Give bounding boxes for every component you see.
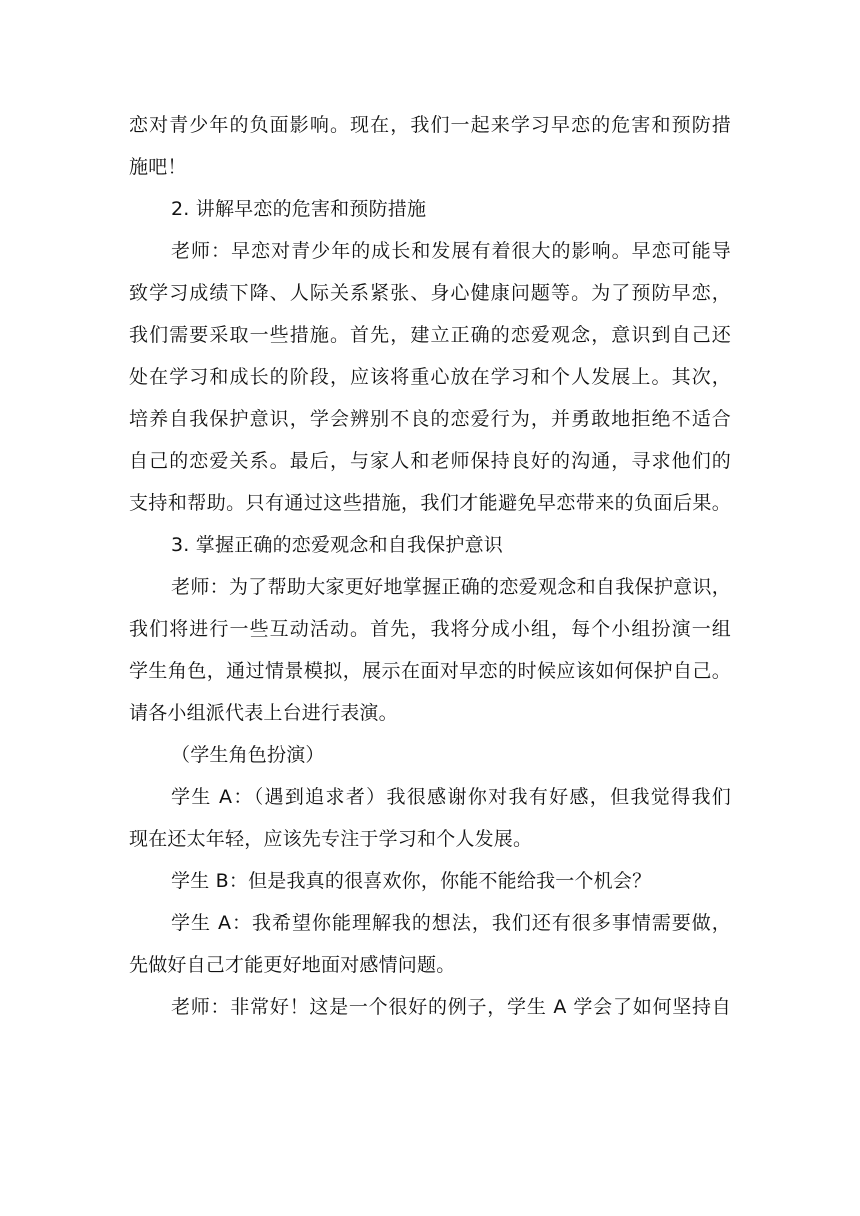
text-line: 培养自我保护意识，学会辨别不良的恋爱行为，并勇敢地拒绝不适合 [129,408,731,430]
text-line: 学生 A：我希望你能理解我的想法，我们还有很多事情需要做， [171,912,731,934]
text-line: （学生角色扮演） [171,744,325,766]
section-heading-2 [129,188,731,230]
text-line: 老师：为了帮助大家更好地掌握正确的恋爱观念和自我保护意识， [171,576,731,598]
text-line: 致学习成绩下降、人际关系紧张、身心健康问题等。为了预防早恋， [129,282,731,304]
paragraph-teacher-activity [129,566,731,734]
text-line: 老师：非常好！这是一个很好的例子，学生 A 学会了如何坚持自 [171,996,731,1018]
document-body [129,104,731,1028]
paragraph-student-b [129,860,731,902]
text-line: 老师：早恋对青少年的成长和发展有着很大的影响。早恋可能导 [171,240,731,262]
paragraph-student-a-1 [129,776,731,860]
section-heading-3 [129,524,731,566]
text-line: 现在还太年轻，应该先专注于学习和个人发展。 [129,828,533,850]
text-line: 我们需要采取一些措施。首先，建立正确的恋爱观念，意识到自己还 [129,324,731,346]
text-line: 恋对青少年的负面影响。现在，我们一起来学习早恋的危害和预防措 [129,114,731,136]
paragraph-teacher-praise [129,986,731,1028]
heading-text: 3. 掌握正确的恋爱观念和自我保护意识 [171,534,503,556]
paragraph-teacher-dangers [129,230,731,524]
text-line: 支持和帮助。只有通过这些措施，我们才能避免早恋带来的负面后果。 [129,492,731,514]
paragraph-student-a-2 [129,902,731,986]
text-line: 我们将进行一些互动活动。首先，我将分成小组，每个小组扮演一组 [129,618,731,640]
text-line: 施吧！ [129,156,187,178]
paragraph-continuation [129,104,731,188]
text-line: 学生角色，通过情景模拟，展示在面对早恋的时候应该如何保护自己。 [129,660,731,682]
text-line: 自己的恋爱关系。最后，与家人和老师保持良好的沟通，寻求他们的 [129,450,731,472]
text-line: 请各小组派代表上台进行表演。 [129,702,398,724]
paragraph-roleplay-note [129,734,731,776]
text-line: 先做好自己才能更好地面对感情问题。 [129,954,456,976]
text-line: 处在学习和成长的阶段，应该将重心放在学习和个人发展上。其次， [129,366,731,388]
text-line: 学生 B：但是我真的很喜欢你，你能不能给我一个机会？ [171,870,652,892]
text-line: 学生 A：（遇到追求者）我很感谢你对我有好感，但我觉得我们 [171,786,731,808]
heading-text: 2. 讲解早恋的危害和预防措施 [171,198,427,220]
